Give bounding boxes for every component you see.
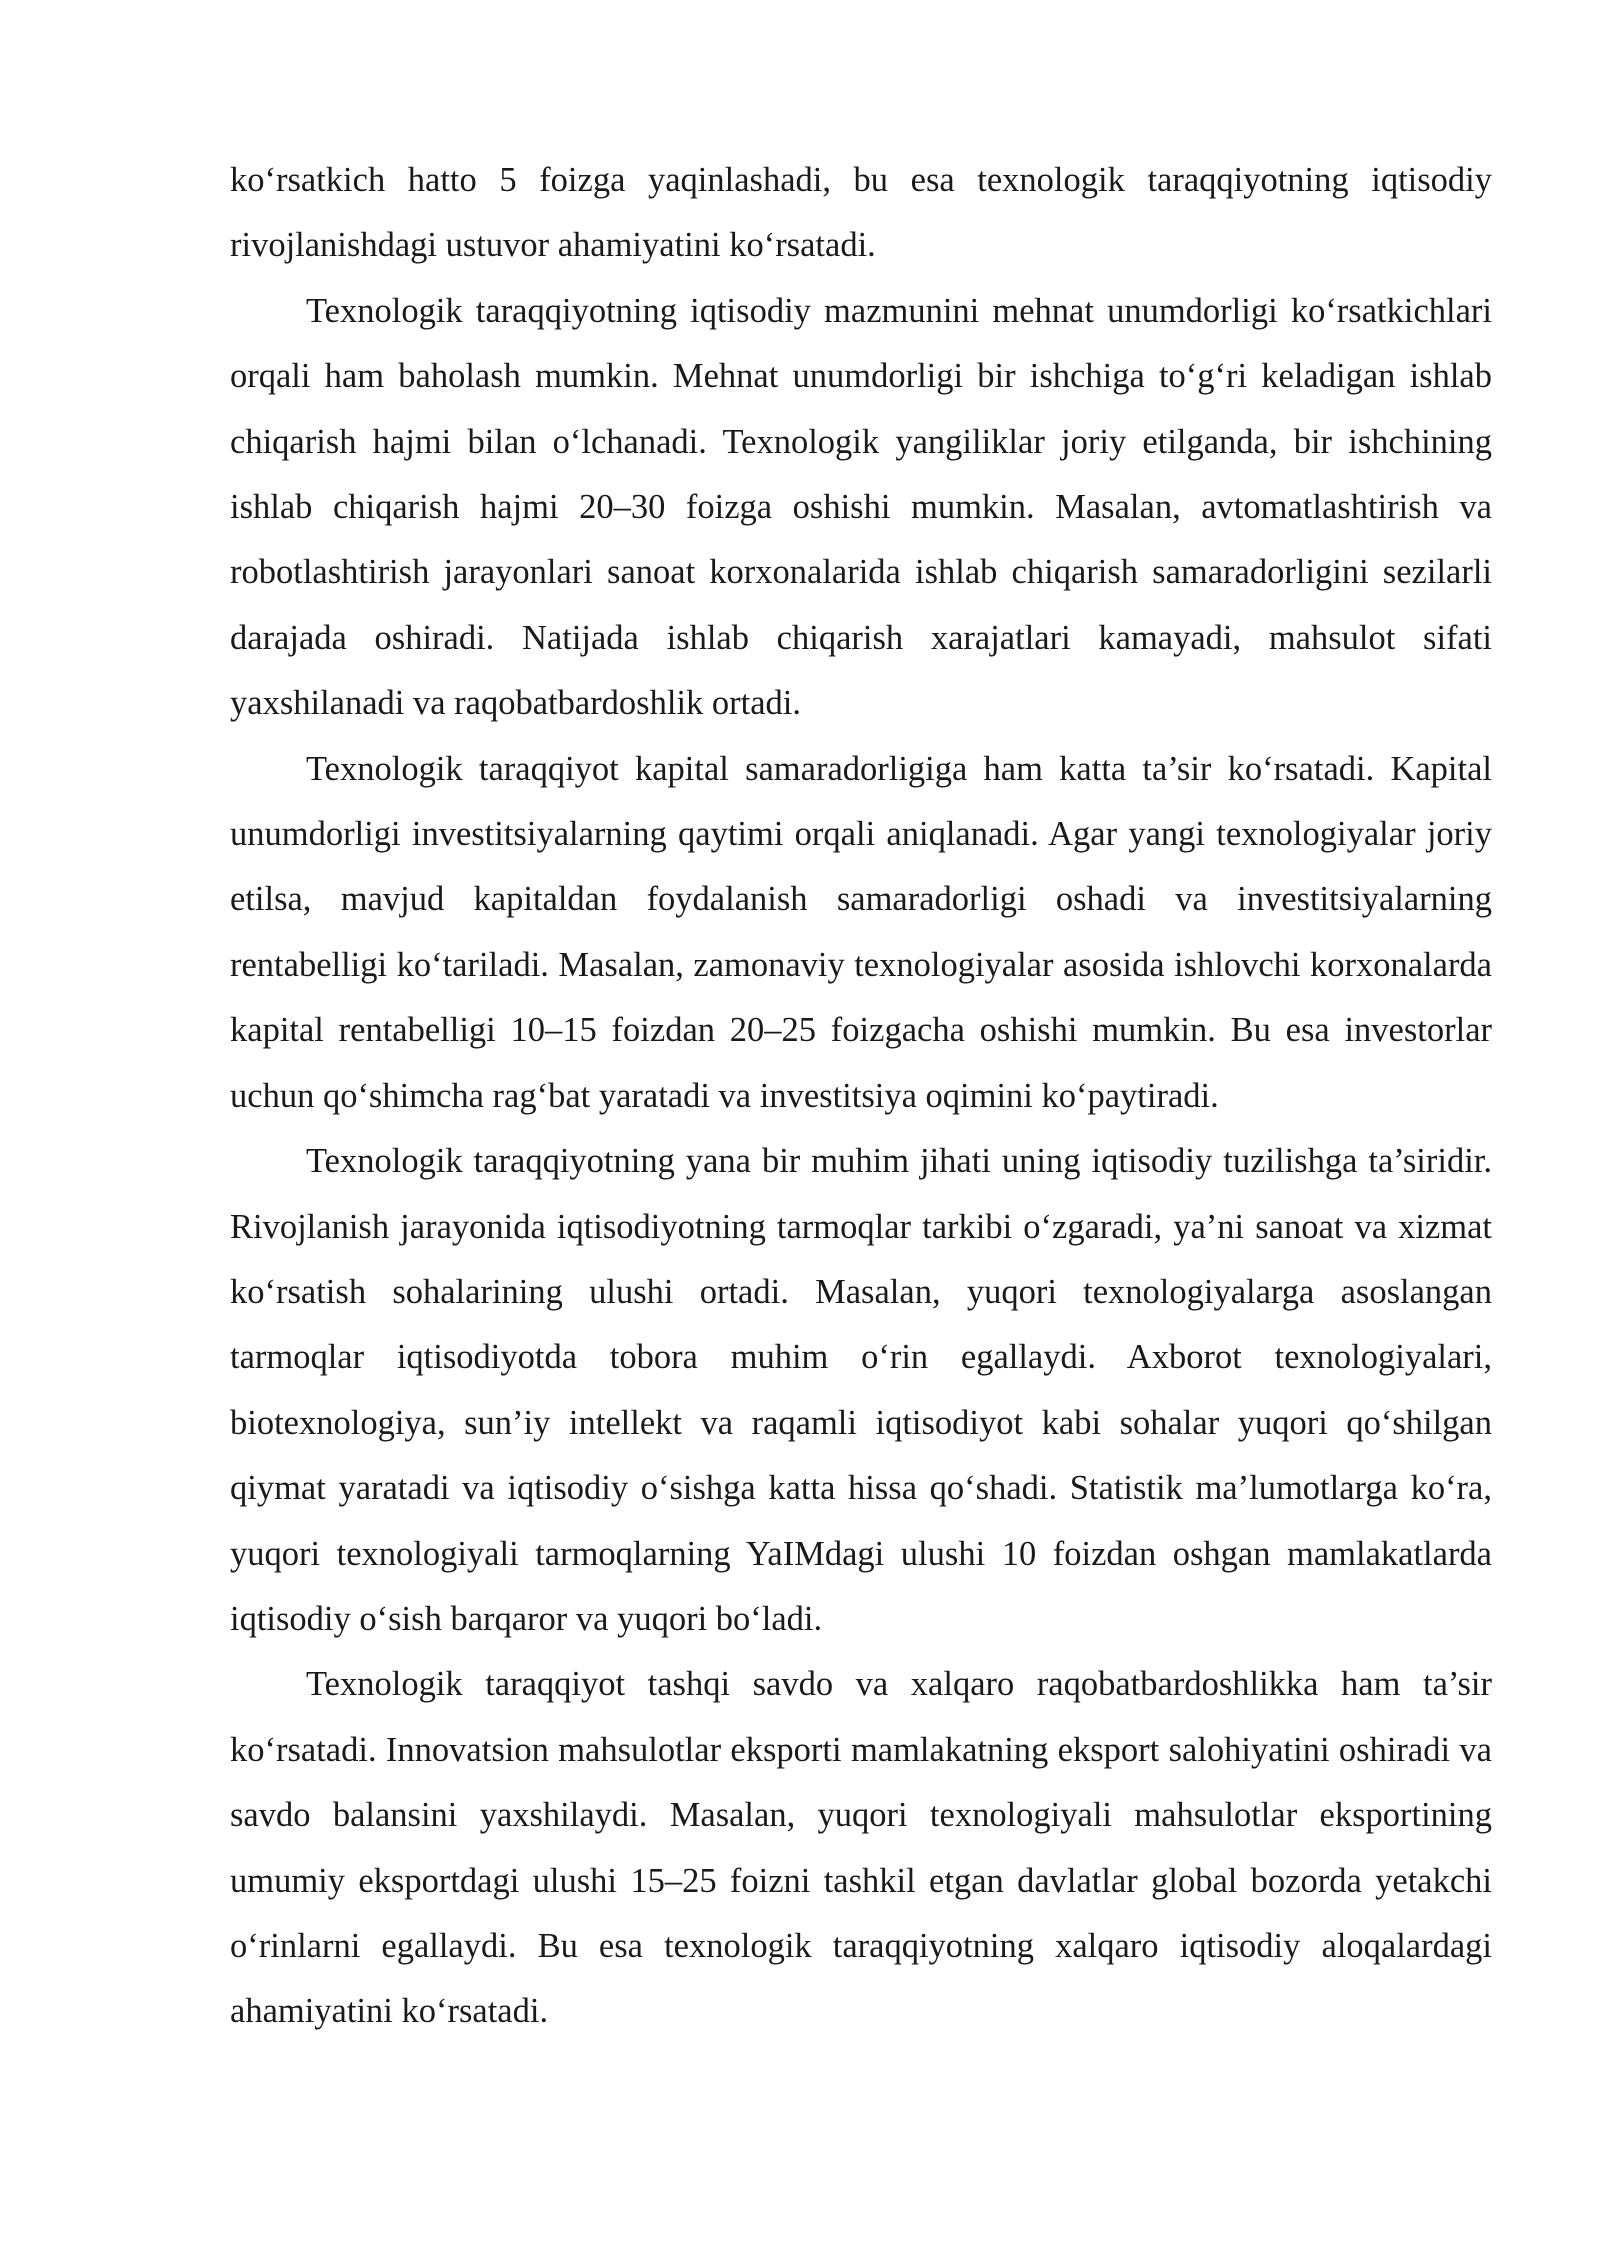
document-body xyxy=(230,148,1492,2045)
paragraph-capital-efficiency: Texnologik taraqqiyot kapital samaradorligiga ham katta ta’sir ko‘rsatadi. Kapital unumdorligi investitsiyalarning qaytimi orqali aniqlanadi. Agar yangi texnologiyalar joriy etilsa, mavjud kapitaldan foydalanish samaradorligi oshadi va investitsiyalarning rentabelligi ko‘tariladi. Masalan, zamonaviy texnologiyalar asosida ishlovchi korxonalarda kapital rentabelligi 10–15 foizdan 20–25 foizgacha oshishi mumkin. Bu esa investorlar uchun qo‘shimcha rag‘bat yaratadi va investitsiya oqimini ko‘paytiradi. xyxy=(230,749,1492,1115)
paragraph-foreign-trade: Texnologik taraqqiyot tashqi savdo va xalqaro raqobatbardoshlikka ham ta’sir ko‘rsatadi. Innovatsion mahsulotlar eksporti mamlakatning eksport salohiyatini oshiradi va savdo balansini yaxshilaydi. Masalan, yuqori texnologiyali mahsulotlar eksportining umumiy eksportdagi ulushi 15–25 foizni tashkil etgan davlatlar global bozorda yetakchi o‘rinlarni egallaydi. Bu esa texnologik taraqqiyotning xalqaro iqtisodiy aloqalardagi ahamiyatini ko‘rsatadi. xyxy=(230,1665,1492,2031)
paragraph-economic-structure: Texnologik taraqqiyotning yana bir muhim jihati uning iqtisodiy tuzilishga ta’siridir. Rivojlanish jarayonida iqtisodiyotning tarmoqlar tarkibi o‘zgaradi, ya’ni sanoat va xizmat ko‘rsatish sohalarining ulushi ortadi. Masalan, yuqori texnologiyalarga asoslangan tarmoqlar iqtisodiyotda tobora muhim o‘rin egallaydi. Axborot texnologiyalari, biotexnologiya, sun’iy intellekt va raqamli iqtisodiyot kabi sohalar yuqori qo‘shilgan qiymat yaratadi va iqtisodiy o‘sishga katta hissa qo‘shadi. Statistik ma’lumotlarga ko‘ra, yuqori texnologiyali tarmoqlarning YaIMdagi ulushi 10 foizdan oshgan mamlakatlarda iqtisodiy o‘sish barqaror va yuqori bo‘ladi. xyxy=(230,1142,1492,1638)
paragraph-continuation: ko‘rsatkich hatto 5 foizga yaqinlashadi, bu esa texnologik taraqqiyotning iqtisodiy rivojlanishdagi ustuvor ahamiyatini ko‘rsatadi. xyxy=(230,161,1492,265)
paragraph-labor-productivity: Texnologik taraqqiyotning iqtisodiy mazmunini mehnat unumdorligi ko‘rsatkichlari orqali ham baholash mumkin. Mehnat unumdorligi bir ishchiga to‘g‘ri keladigan ishlab chiqarish hajmi bilan o‘lchanadi. Texnologik yangiliklar joriy etilganda, bir ishchining ishlab chiqarish hajmi 20–30 foizga oshishi mumkin. Masalan, avtomatlashtirish va robotlashtirish jarayonlari sanoat korxonalarida ishlab chiqarish samaradorligini sezilarli darajada oshiradi. Natijada ishlab chiqarish xarajatlari kamayadi, mahsulot sifati yaxshilanadi va raqobatbardoshlik ortadi. xyxy=(230,291,1492,723)
